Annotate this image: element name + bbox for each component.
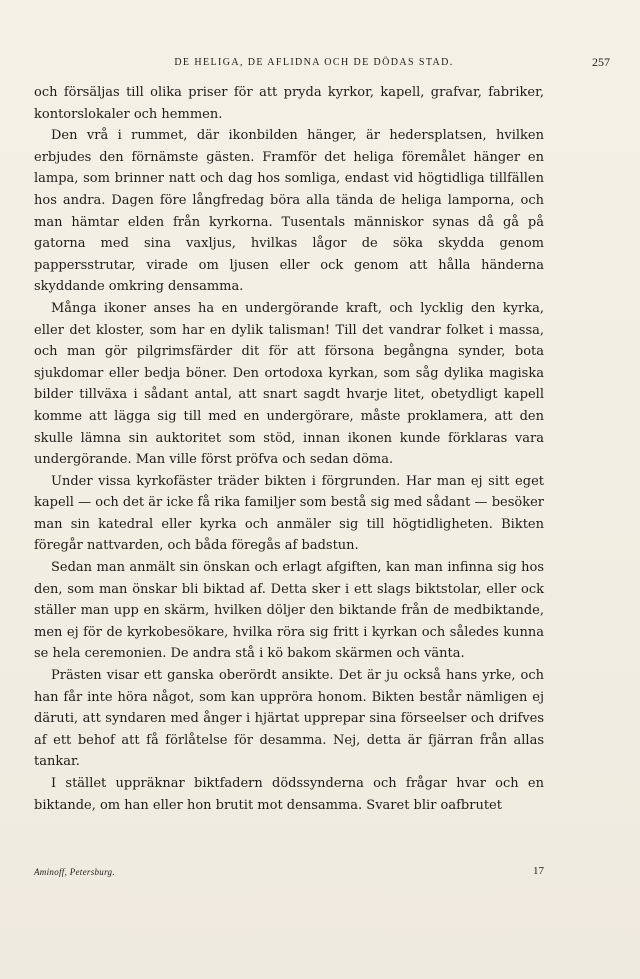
paragraph-miracle-icons: Många ikoner anses ha en undergörande kraft, och lycklig den kyrka, eller det kloster, som har en dylik talisman! Till det vandrar folket i massa, och man gör pilgrimsfärder dit för att försona begångna synder, bota sjukdomar eller bedja böner. Den ortodoxa kyrkan, som såg dylika magiska bilder tillväxa i sådant antal, att snart sagdt hvarje litet, obetydligt kapell komme att lägga sig till med en undergörare, måste proklamera, att den skulle lämna sin auktoritet som stöd, innan ikonen kunde förklaras vara undergörande. Man ville först pröfva och sedan döma. [34, 300, 544, 468]
body-text [34, 82, 544, 816]
paragraph-continued: och försäljas till olika priser för att pryda kyrkor, kapell, grafvar, fabriker, kontorslokaler och hemmen. [34, 85, 544, 122]
running-head [34, 55, 610, 71]
page-footer [34, 865, 544, 881]
page-number: 257 [592, 55, 610, 69]
paragraph-confession-booths: Sedan man anmält sin önskan och erlagt afgiften, kan man infinna sig hos den, som man önskar bli biktad af. Detta sker i ett slags biktstolar, eller ock ställer man upp en skärm, hvilken döljer den biktande från de medbiktande, men ej för de kyrkobesökare, hvilka röra sig fritt i kyrkan och således kunna se hela ceremonien. De andra stå i kö bakom skärmen och vänta. [34, 560, 544, 662]
paragraph-confession-feasts: Under vissa kyrkofäster träder bikten i förgrunden. Har man ej sitt eget kapell — och det är icke få rika familjer som bestå sig med sådant — besöker man sin katedral eller kyrka och anmäler sig till högtidligheten. Bikten föregår nattvarden, och båda föregås af badstun. [34, 473, 544, 554]
paragraph-deadly-sins: I stället uppräknar biktfadern dödssynderna och frågar hvar och en biktande, om han eller hon brutit mot densamma. Svaret blir oafbrutet [34, 776, 544, 813]
running-title: DE HELIGA, DE AFLIDNA OCH DE DÖDAS STAD. [174, 57, 454, 68]
printer-signature: Aminoff, Petersburg. [34, 867, 115, 877]
paragraph-priest: Prästen visar ett ganska oberördt ansikte. Det är ju också hans yrke, och han får inte höra något, som kan uppröra honom. Bikten består nämligen ej däruti, att syndaren med ånger i hjärtat upprepar sina förseelser och drifves af ett behof att få förlåtelse för desamma. Nej, detta är fjärran från allas tankar. [34, 668, 544, 770]
paragraph-icon-corner: Den vrå i rummet, där ikonbilden hänger, är hedersplatsen, hvilken erbjudes den förnämste gästen. Framför det heliga föremålet hänger en lampa, som brinner natt och dag hos somliga, endast vid högtidliga tillfällen hos andra. Dagen före långfredag böra alla tända de heliga lamporna, och man hämtar elden från kyrkorna. Tusentals människor synas då gå på gatorna med sina vaxljus, hvilkas lågor de söka skydda genom pappersstrutar, virade om ljusen eller ock genom att hålla händerna skyddande omkring densamma. [34, 128, 544, 295]
sheet-number: 17 [533, 865, 544, 877]
